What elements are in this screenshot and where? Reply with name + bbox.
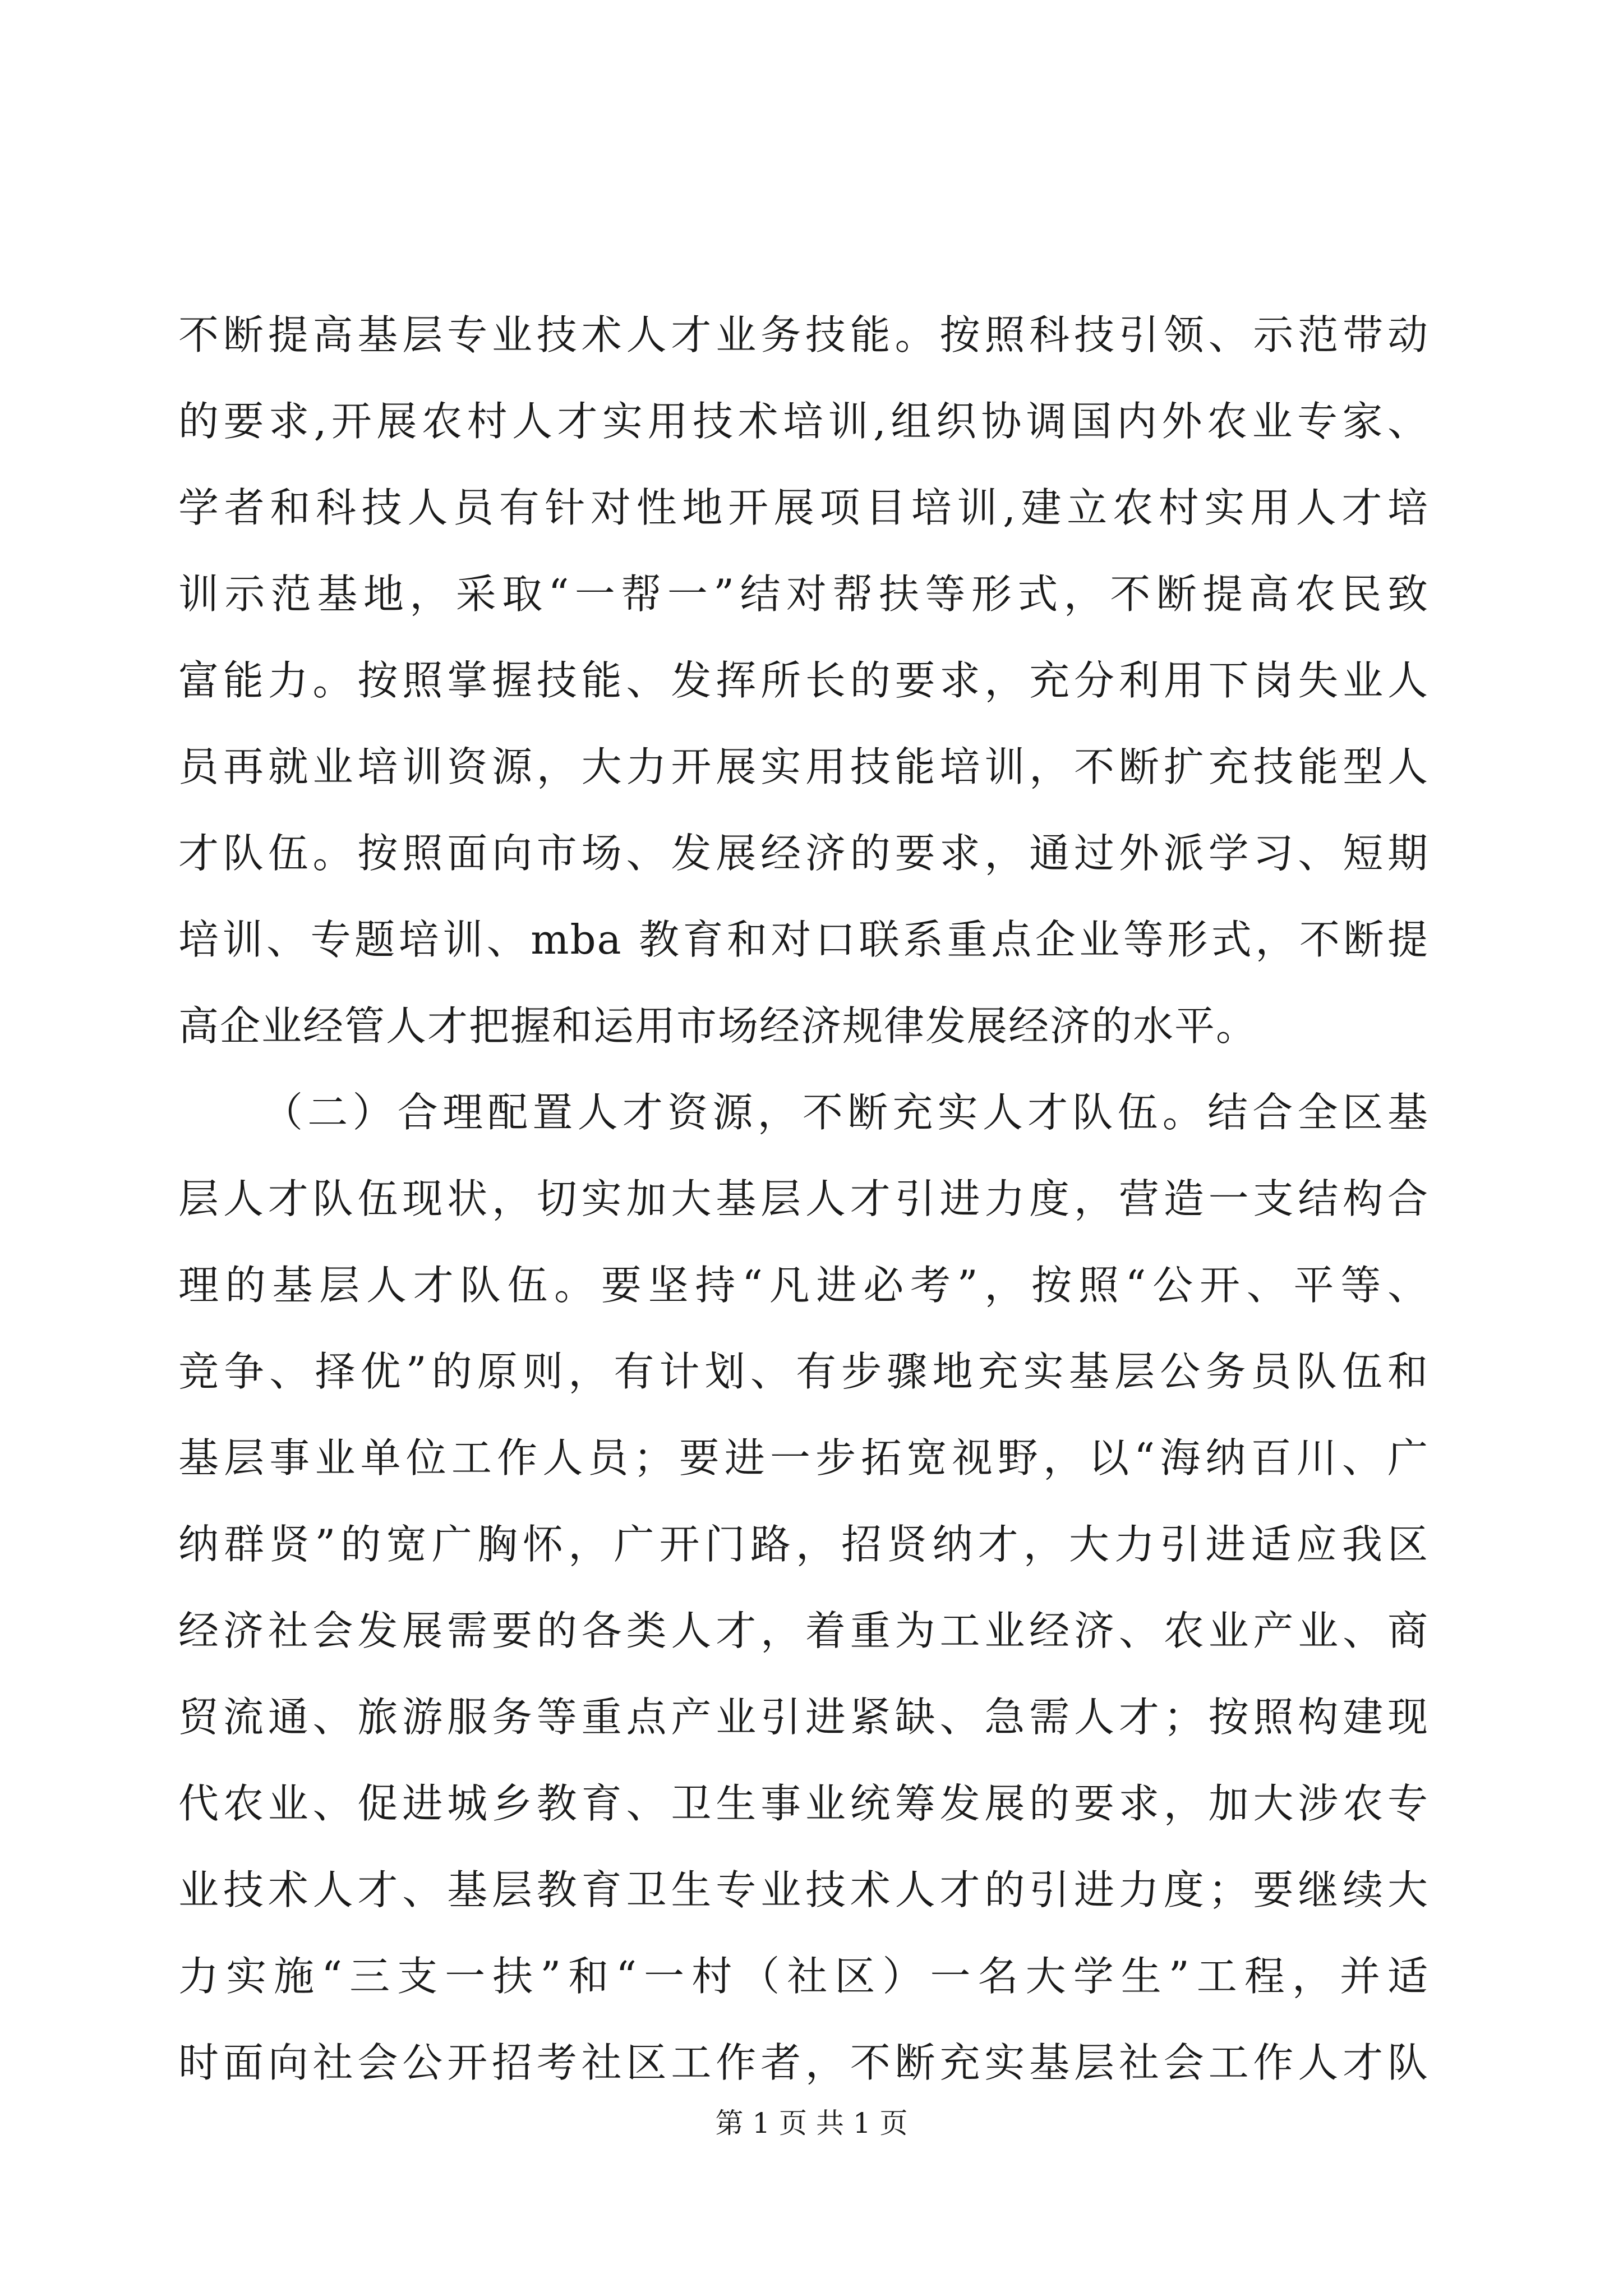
text-line-20: 力实施“三支一扶”和“一村（社区）一名大学生”工程，并适 [178,1953,1429,2000]
text-line-4: 训示范基地，采取“一帮一”结对帮扶等形式，不断提高农民致 [178,570,1429,618]
text-line-21: 时面向社会公开招考社区工作者，不断充实基层社会工作人才队 [178,2039,1429,2086]
text-line-12: 理的基层人才队伍。要坚持“凡进必考”，按照“公开、平等、 [178,1262,1429,1309]
text-line-15: 纳群贤”的宽广胸怀，广开门路，招贤纳才，大力引进适应我区 [178,1521,1429,1568]
text-line-11: 层人才队伍现状，切实加大基层人才引进力度，营造一支结构合 [178,1175,1429,1222]
text-line-17: 贸流通、旅游服务等重点产业引进紧缺、急需人才；按照构建现 [178,1694,1429,1741]
page-footer [0,2104,1623,2143]
text-line-7: 才队伍。按照面向市场、发展经济的要求，通过外派学习、短期 [178,830,1429,877]
text-line-18: 代农业、促进城乡教育、卫生事业统筹发展的要求，加大涉农专 [178,1780,1429,1827]
text-line-6: 员再就业培训资源，大力开展实用技能培训，不断扩充技能型人 [178,743,1429,790]
text-line-19: 业技术人才、基层教育卫生专业技术人才的引进力度；要继续大 [178,1866,1429,1913]
text-line-8: 培训、专题培训、mba 教育和对口联系重点企业等形式，不断提 [178,916,1429,963]
text-line-13: 竞争、择优”的原则，有计划、有步骤地充实基层公务员队伍和 [178,1348,1429,1395]
text-line-1: 不断提高基层专业技术人才业务技能。按照科技引领、示范带动 [178,311,1429,358]
text-line-2: 的要求,开展农村人才实用技术培训,组织协调国内外农业专家、 [178,398,1429,445]
document-body [178,292,1429,2106]
text-line-14: 基层事业单位工作人员；要进一步拓宽视野，以“海纳百川、广 [178,1434,1429,1481]
text-line-5: 富能力。按照掌握技能、发挥所长的要求，充分利用下岗失业人 [178,657,1429,704]
text-line-3: 学者和科技人员有针对性地开展项目培训,建立农村实用人才培 [178,484,1429,531]
page-number-label: 第 1 页 共 1 页 [715,2107,908,2139]
text-line-10: （二）合理配置人才资源，不断充实人才队伍。结合全区基 [262,1089,1429,1136]
text-line-9: 高企业经管人才把握和运用市场经济规律发展经济的水平。 [178,1002,1258,1050]
text-line-16: 经济社会发展需要的各类人才，着重为工业经济、农业产业、商 [178,1607,1429,1654]
